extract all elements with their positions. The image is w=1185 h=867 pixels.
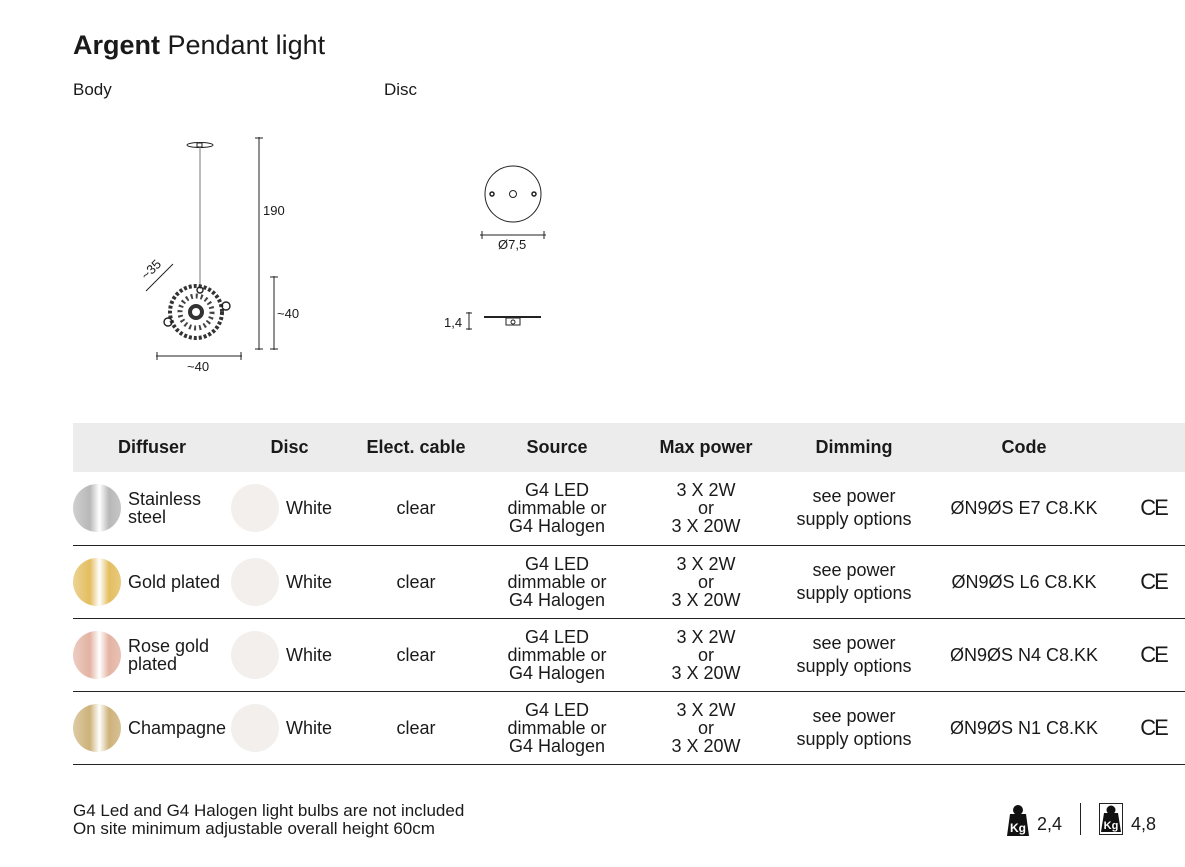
dimming [782, 472, 926, 545]
disc-color: White [286, 644, 333, 665]
disc-color: White [286, 571, 333, 592]
note-bulbs: G4 Led and G4 Halogen light bulbs are not included [73, 801, 465, 820]
source-line: G4 Halogen [508, 589, 606, 610]
technical-drawing [0, 0, 600, 400]
source-line: dimmable or [507, 571, 607, 592]
body-label: Body [73, 80, 112, 99]
power-line: or [697, 644, 714, 665]
page-title: Argent Pendant light [73, 30, 326, 60]
diffuser-swatch [73, 558, 121, 606]
cable: clear [348, 618, 484, 691]
cable: clear [348, 545, 484, 618]
weight-net-icon [1007, 805, 1029, 835]
header-cable: Elect. cable [348, 423, 484, 472]
max-power [630, 691, 782, 764]
svg-text:Kg: Kg [1010, 821, 1026, 835]
ce-mark: CE [1122, 472, 1185, 545]
variants-table [73, 423, 1185, 765]
source-line: G4 Halogen [508, 516, 606, 537]
power-line: or [697, 571, 714, 592]
note-height: On site minimum adjustable overall height 60cm [73, 819, 435, 838]
source [484, 618, 630, 691]
dimming-line: supply options [796, 728, 912, 749]
source-line: G4 LED [524, 626, 590, 647]
max-power [630, 618, 782, 691]
dim-width: ~40 [187, 359, 210, 374]
source-line: G4 Halogen [508, 662, 606, 683]
power-line: 3 X 2W [676, 480, 736, 501]
fixture-cluster [164, 286, 230, 338]
header-code: Code [926, 423, 1122, 472]
disc-color: White [286, 498, 333, 519]
dimming-line: supply options [796, 582, 912, 603]
dim-diagonal: ~35 [137, 256, 165, 283]
dim-fixture-height: ~40 [277, 306, 300, 321]
table-row [73, 618, 1185, 691]
disc-color: White [286, 717, 333, 738]
dimming-line: see power [812, 705, 896, 726]
diffuser-swatch [73, 631, 121, 679]
footer-notes [73, 802, 464, 838]
dimming-line: see power [812, 486, 896, 507]
dimming-line: supply options [796, 509, 912, 530]
header-dimming: Dimming [782, 423, 926, 472]
power-line: 3 X 20W [671, 735, 741, 756]
source-line: dimmable or [507, 717, 607, 738]
dimming-line: supply options [796, 655, 912, 676]
diffuser-name: Champagne [128, 717, 227, 738]
ce-mark: CE [1122, 618, 1185, 691]
max-power [630, 472, 782, 545]
source-line: G4 LED [524, 480, 590, 501]
code: ØN9ØS L6 C8.KK [926, 545, 1122, 618]
dimming [782, 618, 926, 691]
source-line: G4 LED [524, 699, 590, 720]
source-line: G4 Halogen [508, 735, 606, 756]
header-source: Source [484, 423, 630, 472]
power-line: 3 X 20W [671, 662, 741, 683]
table-row [73, 545, 1185, 618]
dim-disc-thickness: 1,4 [444, 315, 463, 330]
weight-net: 2,4 [1037, 814, 1063, 834]
diffuser-name: Stainless steel [128, 489, 202, 528]
code: ØN9ØS E7 C8.KK [926, 472, 1122, 545]
disc-swatch [231, 631, 279, 679]
source [484, 472, 630, 545]
dimming-line: see power [812, 632, 896, 653]
dimming [782, 545, 926, 618]
diffuser-swatch [73, 484, 121, 532]
power-line: 3 X 2W [676, 553, 736, 574]
table-row [73, 691, 1185, 764]
max-power [630, 545, 782, 618]
disc-swatch [231, 484, 279, 532]
header-disc: Disc [231, 423, 348, 472]
dimming [782, 691, 926, 764]
disc-label: Disc [384, 80, 418, 99]
source [484, 691, 630, 764]
table-header [73, 423, 1185, 472]
power-line: 3 X 20W [671, 589, 741, 610]
table-row [73, 472, 1185, 545]
weights [1007, 803, 1156, 835]
cable: clear [348, 691, 484, 764]
source-line: dimmable or [507, 644, 607, 665]
power-line: 3 X 20W [671, 516, 741, 537]
power-line: 3 X 2W [676, 626, 736, 647]
ce-mark: CE [1122, 545, 1185, 618]
power-line: 3 X 2W [676, 699, 736, 720]
source [484, 545, 630, 618]
code: ØN9ØS N1 C8.KK [926, 691, 1122, 764]
weight-gross-icon [1099, 803, 1123, 835]
diffuser-name: Gold plated [128, 571, 221, 592]
power-line: or [697, 498, 714, 519]
diffuser-swatch [73, 704, 121, 752]
header-max-power: Max power [630, 423, 782, 472]
dim-disc-diameter: Ø7,5 [498, 237, 527, 252]
disc-swatch [231, 704, 279, 752]
diffuser-name: Rose gold plated [128, 635, 210, 674]
ce-mark: CE [1122, 691, 1185, 764]
svg-text:Kg: Kg [1103, 820, 1119, 832]
disc-swatch [231, 558, 279, 606]
source-line: dimmable or [507, 498, 607, 519]
dimming-line: see power [812, 559, 896, 580]
source-line: G4 LED [524, 553, 590, 574]
power-line: or [697, 717, 714, 738]
cable: clear [348, 472, 484, 545]
dim-height: 190 [263, 203, 285, 218]
code: ØN9ØS N4 C8.KK [926, 618, 1122, 691]
weight-gross: 4,8 [1131, 814, 1157, 834]
header-diffuser: Diffuser [73, 423, 231, 472]
